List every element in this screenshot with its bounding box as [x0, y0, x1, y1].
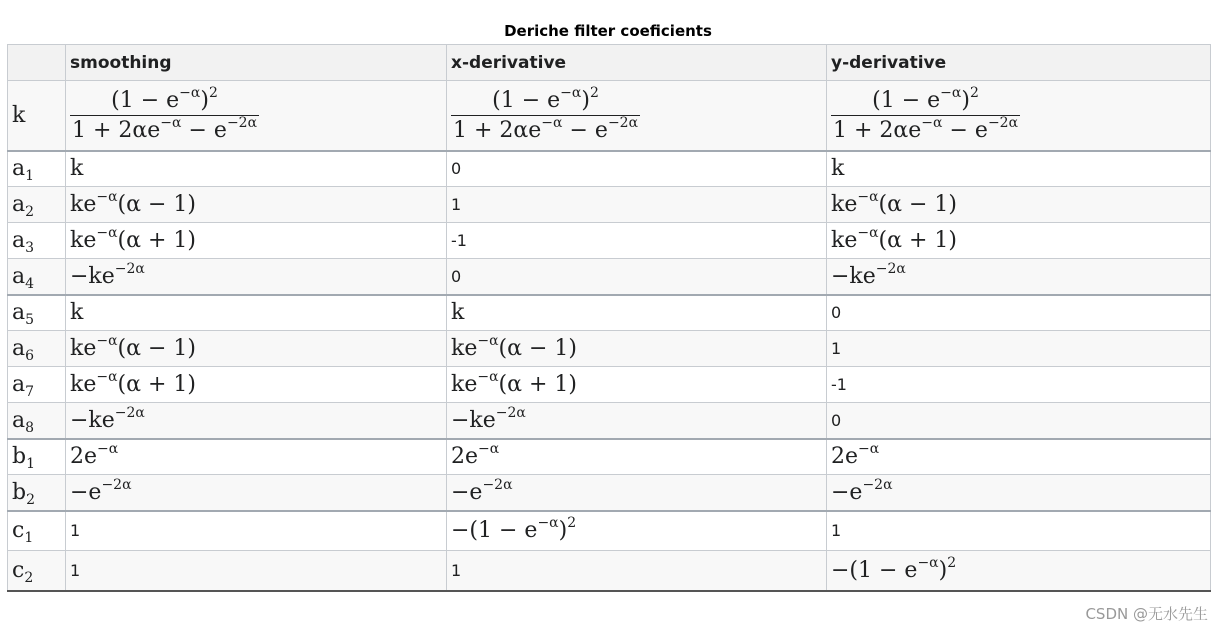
table-header-row — [8, 45, 1211, 81]
table-row — [8, 439, 1211, 475]
row-label: $a_8$ — [8, 403, 66, 439]
cell-x-derivative: 0 — [447, 151, 827, 187]
table-row — [8, 187, 1211, 223]
table-row — [8, 151, 1211, 187]
k-numerator: $(1 - e^{-\alpha})^2$ — [831, 88, 1020, 116]
row-label: $b_1$ — [8, 439, 66, 475]
cell-smoothing: $2e^{-\alpha}$ — [66, 439, 447, 475]
k-fraction — [831, 84, 1020, 143]
cell-k-smoothing — [66, 81, 447, 151]
table-row — [8, 475, 1211, 511]
header-corner — [8, 45, 66, 81]
cell-smoothing: $ke^{-\alpha}(\alpha + 1)$ — [66, 223, 447, 259]
table-row — [8, 403, 1211, 439]
k-denominator: $1 + 2\alpha e^{-\alpha} - e^{-2\alpha}$ — [72, 114, 258, 143]
cell-y-derivative: $-ke^{-2\alpha}$ — [827, 259, 1211, 295]
row-label: $a_5$ — [8, 295, 66, 331]
k-numerator: $(1 - e^{-\alpha})^2$ — [451, 88, 640, 116]
cell-x-derivative: k — [447, 295, 827, 331]
table-row — [8, 331, 1211, 367]
cell-y-derivative: $ke^{-\alpha}(\alpha - 1)$ — [827, 187, 1211, 223]
cell-x-derivative: $ke^{-\alpha}(\alpha + 1)$ — [447, 367, 827, 403]
cell-x-derivative: -1 — [447, 223, 827, 259]
header-smoothing: smoothing — [66, 45, 447, 81]
cell-y-derivative: 0 — [827, 403, 1211, 439]
cell-x-derivative: 1 — [447, 551, 827, 591]
cell-smoothing: 1 — [66, 551, 447, 591]
cell-y-derivative: 1 — [827, 511, 1211, 551]
cell-smoothing: 1 — [66, 511, 447, 551]
row-label: $a_7$ — [8, 367, 66, 403]
cell-y-derivative: $2e^{-\alpha}$ — [827, 439, 1211, 475]
cell-smoothing: $-e^{-2\alpha}$ — [66, 475, 447, 511]
cell-x-derivative: $-(1 - e^{-\alpha})^2$ — [447, 511, 827, 551]
cell-smoothing: k — [66, 151, 447, 187]
row-label: $c_1$ — [8, 511, 66, 551]
k-denominator: $1 + 2\alpha e^{-\alpha} - e^{-2\alpha}$ — [453, 114, 639, 143]
row-label: $b_2$ — [8, 475, 66, 511]
table-row-k — [8, 81, 1211, 151]
cell-smoothing: $-ke^{-2\alpha}$ — [66, 259, 447, 295]
cell-x-derivative: 1 — [447, 187, 827, 223]
header-y-derivative: y-derivative — [827, 45, 1211, 81]
header-x-derivative: x-derivative — [447, 45, 827, 81]
cell-x-derivative: $-e^{-2\alpha}$ — [447, 475, 827, 511]
cell-smoothing: k — [66, 295, 447, 331]
row-label: $c_2$ — [8, 551, 66, 591]
row-label: $a_3$ — [8, 223, 66, 259]
table-row — [8, 367, 1211, 403]
cell-smoothing: $-ke^{-2\alpha}$ — [66, 403, 447, 439]
cell-y-derivative: $ke^{-\alpha}(\alpha + 1)$ — [827, 223, 1211, 259]
row-label: $a_6$ — [8, 331, 66, 367]
table-row — [8, 551, 1211, 591]
cell-smoothing: $ke^{-\alpha}(\alpha - 1)$ — [66, 187, 447, 223]
table-caption: Deriche filter coeficients — [504, 22, 712, 40]
cell-x-derivative: $ke^{-\alpha}(\alpha - 1)$ — [447, 331, 827, 367]
coefficients-table — [7, 44, 1211, 592]
cell-x-derivative: 0 — [447, 259, 827, 295]
table-row — [8, 511, 1211, 551]
cell-x-derivative: $-ke^{-2\alpha}$ — [447, 403, 827, 439]
cell-y-derivative: 0 — [827, 295, 1211, 331]
row-label: $a_1$ — [8, 151, 66, 187]
cell-smoothing: $ke^{-\alpha}(\alpha - 1)$ — [66, 331, 447, 367]
cell-y-derivative: -1 — [827, 367, 1211, 403]
row-label: $a_2$ — [8, 187, 66, 223]
watermark: CSDN @无水先生 — [1085, 605, 1208, 623]
cell-x-derivative: $2e^{-\alpha}$ — [447, 439, 827, 475]
cell-smoothing: $ke^{-\alpha}(\alpha + 1)$ — [66, 367, 447, 403]
cell-k-y-derivative — [827, 81, 1211, 151]
row-label: $a_4$ — [8, 259, 66, 295]
k-fraction — [70, 84, 259, 143]
cell-y-derivative: $-(1 - e^{-\alpha})^2$ — [827, 551, 1211, 591]
cell-y-derivative: 1 — [827, 331, 1211, 367]
table-row — [8, 295, 1211, 331]
cell-y-derivative: $-e^{-2\alpha}$ — [827, 475, 1211, 511]
k-numerator: $(1 - e^{-\alpha})^2$ — [70, 88, 259, 116]
table-row — [8, 259, 1211, 295]
row-label-k: k — [8, 81, 66, 151]
cell-y-derivative: k — [827, 151, 1211, 187]
k-denominator: $1 + 2\alpha e^{-\alpha} - e^{-2\alpha}$ — [833, 114, 1019, 143]
k-fraction — [451, 84, 640, 143]
table-row — [8, 223, 1211, 259]
cell-k-x-derivative — [447, 81, 827, 151]
